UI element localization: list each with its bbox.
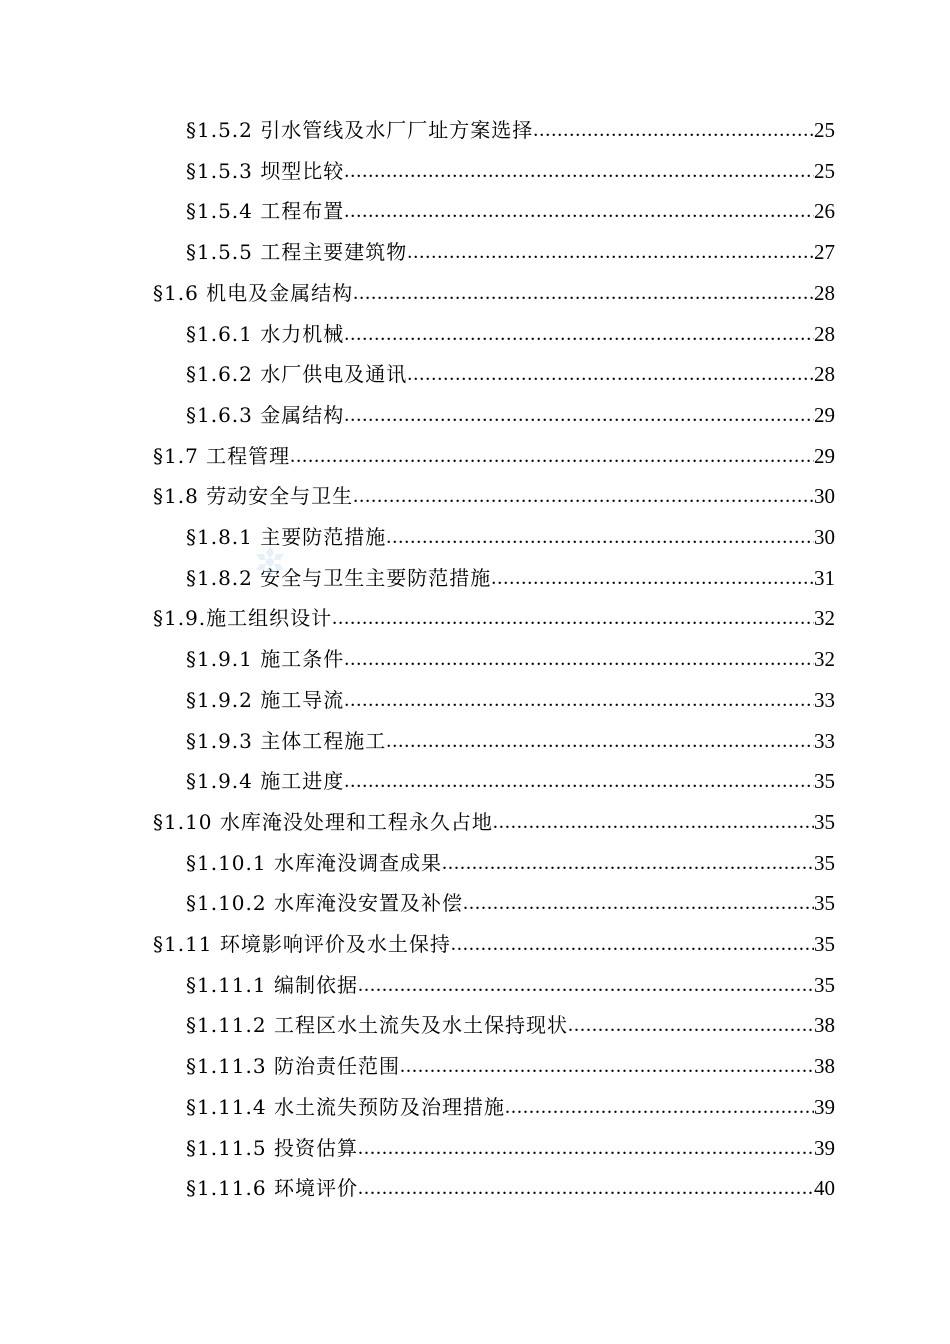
toc-entry[interactable] [0,151,835,191]
toc-dot-leader [344,639,814,679]
toc-entry-page-number: 28 [814,362,835,387]
toc-dot-leader [533,110,814,150]
toc-entry-page-number: 35 [814,972,835,997]
toc-entry[interactable] [0,110,835,150]
toc-entry-title: §1.9.施工组织设计 [153,606,333,631]
toc-entry-page-number: 35 [814,891,835,916]
toc-entry[interactable] [0,517,835,557]
toc-entry[interactable] [0,1005,835,1045]
toc-entry-title: §1.11.5 投资估算 [186,1135,358,1160]
toc-dot-leader [451,924,814,964]
toc-entry[interactable] [0,436,835,476]
toc-dot-leader [407,232,814,272]
toc-entry-page-number: 28 [814,280,835,305]
toc-dot-leader [442,843,814,883]
toc-entry[interactable] [0,558,835,598]
toc-entry-title: §1.5.2 引水管线及水厂厂址方案选择 [186,118,534,142]
toc-entry-page-number: 25 [814,118,835,142]
toc-entry-title: §1.6 机电及金属结构 [153,280,354,305]
toc-entry-title: §1.11.2 工程区水土流失及水土保持现状 [186,1013,568,1038]
toc-entry-page-number: 35 [814,932,835,956]
toc-entry[interactable] [0,965,835,1005]
toc-entry[interactable] [0,476,835,516]
toc-entry[interactable] [0,843,835,883]
toc-entry-page-number: 30 [814,484,835,509]
toc-dot-leader [386,721,814,761]
toc-dot-leader [463,883,814,923]
toc-entry-page-number: 31 [814,565,835,590]
toc-dot-leader [344,680,814,720]
toc-dot-leader [400,1046,814,1086]
toc-entry[interactable] [0,680,835,720]
toc-entry-title: §1.9.2 施工导流 [186,687,345,712]
toc-entry-title: §1.10.1 水库淹没调查成果 [186,850,442,875]
toc-entry-page-number: 33 [814,728,835,753]
toc-dot-leader [493,802,814,842]
toc-entry-title: §1.7 工程管理 [153,443,291,468]
toc-entry[interactable] [0,598,835,638]
toc-dot-leader [344,151,814,191]
toc-entry-page-number: 38 [814,1054,835,1079]
toc-entry-page-number: 26 [814,199,835,224]
toc-entry-title: §1.8 劳动安全与卫生 [153,484,354,509]
toc-dot-leader [344,395,814,435]
toc-entry[interactable] [0,395,835,435]
toc-entry-page-number: 27 [814,240,835,265]
toc-dot-leader [491,558,814,598]
toc-entry-title: §1.10.2 水库淹没安置及补偿 [186,891,463,916]
toc-entry-title: §1.11.1 编制依据 [186,972,358,997]
toc-entry[interactable] [0,273,835,313]
toc-entry-title: §1.6.1 水力机械 [186,321,345,346]
toc-entry-title: §1.11 环境影响评价及水土保持 [153,932,451,956]
toc-entry[interactable] [0,721,835,761]
toc-dot-leader [358,1128,814,1168]
toc-entry-page-number: 29 [814,402,835,427]
toc-entry-title: §1.11.4 水土流失预防及治理措施 [186,1094,505,1119]
toc-entry-title: §1.6.3 金属结构 [186,402,345,427]
toc-entry[interactable] [0,883,835,923]
toc-dot-leader [358,965,814,1005]
toc-dot-leader [505,1087,814,1127]
toc-dot-leader [407,354,814,394]
toc-entry[interactable] [0,191,835,231]
toc-entry-page-number: 29 [814,443,835,468]
snowflake-watermark-icon [252,544,288,580]
toc-dot-leader [358,1168,814,1208]
toc-dot-leader [344,761,814,801]
toc-entry-page-number: 35 [814,809,835,834]
toc-dot-leader [568,1005,814,1045]
toc-entry-title: §1.8.1 主要防范措施 [186,525,387,549]
toc-entry[interactable] [0,1168,835,1208]
toc-dot-leader [332,598,814,638]
toc-entry-page-number: 32 [814,606,835,631]
toc-entry-page-number: 33 [814,687,835,712]
toc-entry-page-number: 28 [814,321,835,346]
toc-entry[interactable] [0,1087,835,1127]
toc-entry-page-number: 39 [814,1094,835,1119]
toc-entry-title: §1.5.5 工程主要建筑物 [186,240,408,265]
toc-dot-leader [344,191,814,231]
toc-dot-leader [353,273,814,313]
toc-entry-title: §1.5.4 工程布置 [186,199,345,224]
toc-entry[interactable] [0,802,835,842]
toc-entry[interactable] [0,354,835,394]
toc-entry-page-number: 35 [814,769,835,794]
toc-dot-leader [344,314,814,354]
toc-entry-title: §1.5.3 坝型比较 [186,158,345,183]
toc-entry-page-number: 30 [814,525,835,549]
toc-entry[interactable] [0,1128,835,1168]
toc-entry[interactable] [0,232,835,272]
toc-entry-page-number: 39 [814,1135,835,1160]
toc-dot-leader [290,436,814,476]
toc-entry-title: §1.11.3 防治责任范围 [186,1054,400,1079]
toc-entry[interactable] [0,761,835,801]
toc-entry-title: §1.6.2 水厂供电及通讯 [186,362,408,387]
toc-dot-leader [386,517,814,557]
toc-entry[interactable] [0,314,835,354]
toc-entry-page-number: 38 [814,1013,835,1038]
toc-entry-title: §1.9.3 主体工程施工 [186,728,387,753]
toc-entry-title: §1.9.4 施工进度 [186,769,345,794]
toc-entry-page-number: 25 [814,158,835,183]
toc-entry-page-number: 32 [814,647,835,672]
toc-entry-page-number: 40 [814,1176,835,1201]
toc-entry-title: §1.8.2 安全与卫生主要防范措施 [186,565,492,590]
toc-entry[interactable] [0,924,835,964]
toc-entry-title: §1.10 水库淹没处理和工程永久占地 [153,809,493,834]
toc-entry-title: §1.11.6 环境评价 [186,1176,358,1201]
toc-entry[interactable] [0,1046,835,1086]
toc-entry[interactable] [0,639,835,679]
toc-entry-page-number: 35 [814,850,835,875]
toc-dot-leader [353,476,814,516]
toc-entry-title: §1.9.1 施工条件 [186,647,345,672]
